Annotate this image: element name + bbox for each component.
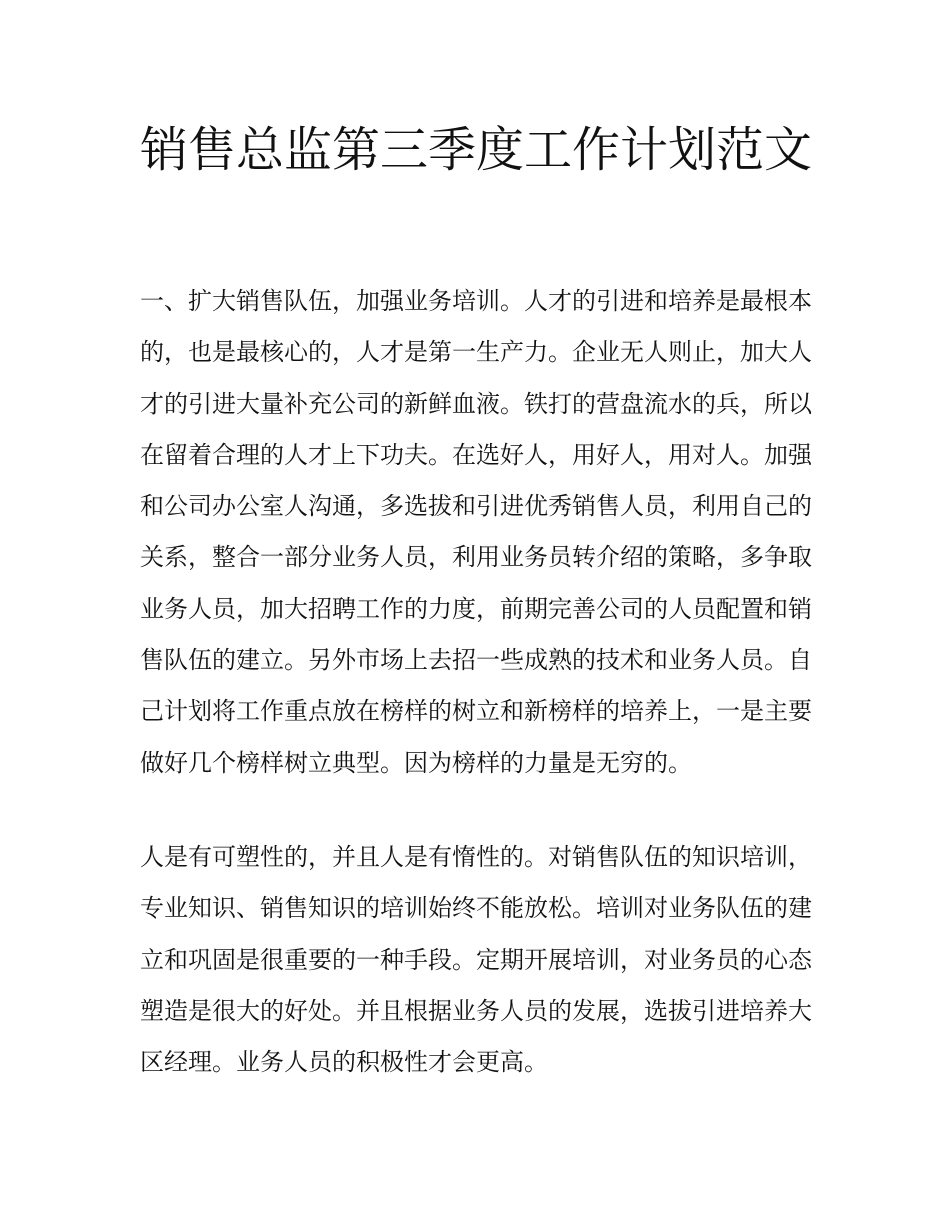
paragraph-2: 人是有可塑性的，并且人是有惰性的。对销售队伍的知识培训，专业知识、销售知识的培训始终不能放松。培训对业务队伍的建立和巩固是很重要的一种手段。定期开展培训，对业务员的心态塑造是很大的好处。并且根据业务人员的发展，选拔引进培养大区经理。业务人员的积极性才会更高。 (140, 843, 812, 1077)
document-title: 销售总监第三季度工作计划范文 (140, 122, 813, 178)
paragraph-1: 一、扩大销售队伍，加强业务培训。人才的引进和培养是最根本的，也是最核心的，人才是第一生产力。企业无人则止，加大人才的引进大量补充公司的新鲜血液。铁打的营盘流水的兵，所以在留着合理的人才上下功夫。在选好人，用好人，用对人。加强和公司办公室人沟通，多选拔和引进优秀销售人员，利用自己的关系，整合一部分业务人员，利用业务员转介绍的策略，多争取业务人员，加大招聘工作的力度，前期完善公司的人员配置和销售队伍的建立。另外市场上去招一些成熟的技术和业务人员。自己计划将工作重点放在榜样的树立和新榜样的培养上，一是主要做好几个榜样树立典型。因为榜样的力量是无穷的。 (140, 287, 812, 777)
